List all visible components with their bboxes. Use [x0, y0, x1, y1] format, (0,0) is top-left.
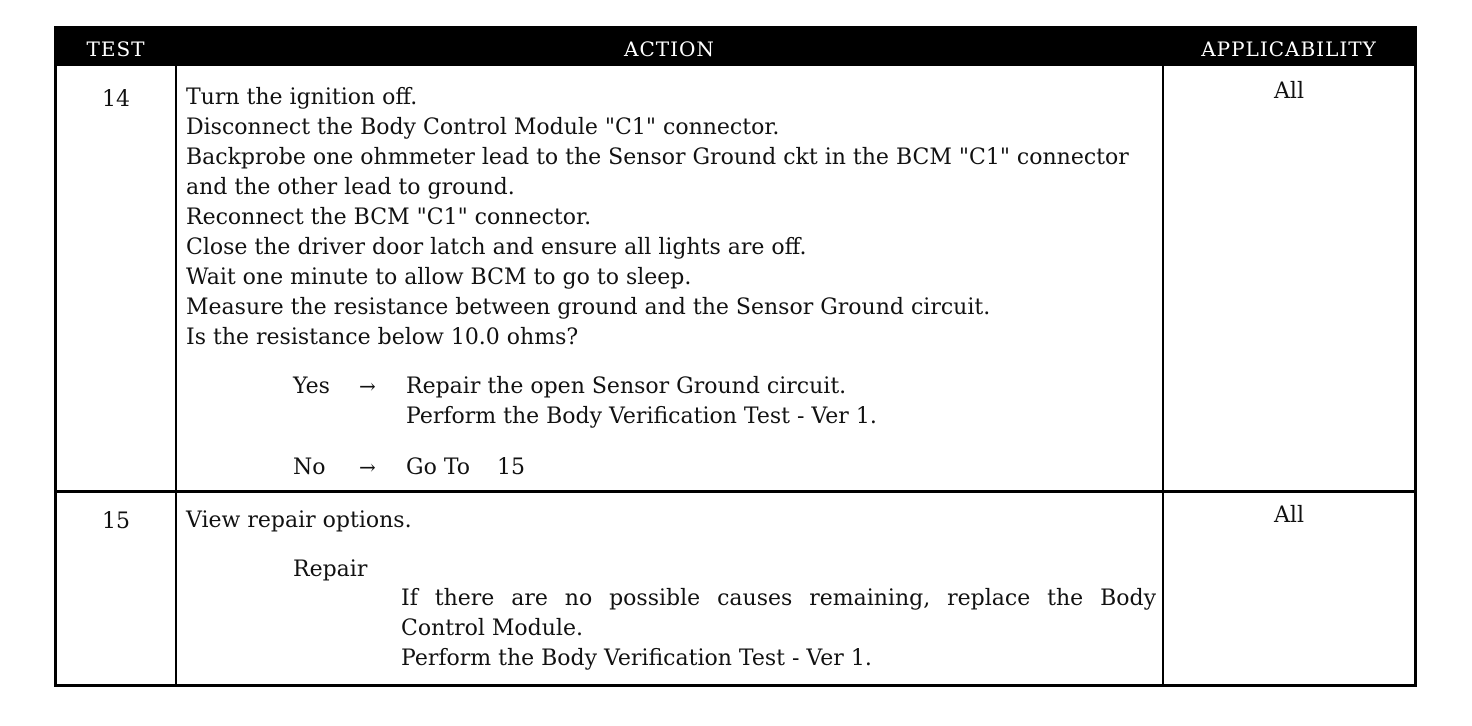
action-step: Is the resistance below 10.0 ohms?	[186, 325, 579, 350]
table-header	[57, 29, 1414, 66]
action-step: Turn the ignition off.	[186, 85, 418, 110]
action-steps	[186, 83, 1129, 353]
action-steps	[186, 506, 412, 536]
no-label: No	[293, 455, 326, 480]
header-applicability: APPLICABILITY	[1201, 37, 1377, 61]
action-step: Disconnect the Body Control Module "C1" connector.	[186, 115, 780, 140]
applicability-value: All	[1274, 503, 1304, 528]
yes-label: Yes	[293, 374, 330, 399]
action-step: Wait one minute to allow BCM to go to sleep.	[186, 265, 692, 290]
action-step: Reconnect the BCM "C1" connector.	[186, 205, 592, 230]
right-arrow-icon: →	[359, 374, 376, 398]
column-divider	[1162, 29, 1164, 684]
repair-line: Perform the Body Verification Test - Ver 1.	[401, 646, 872, 671]
repair-line: Control Module.	[401, 616, 583, 641]
action-step: Backprobe one ohmmeter lead to the Sensor Ground ckt in the BCM "C1" connector	[186, 145, 1129, 170]
action-step: and the other lead to ground.	[186, 175, 515, 200]
row-divider	[57, 490, 1414, 493]
yes-result-line: Perform the Body Verification Test - Ver 1.	[406, 404, 877, 429]
test-number: 15	[102, 509, 130, 534]
goto-target: 15	[497, 455, 525, 480]
goto-text: Go To	[406, 455, 471, 480]
repair-line: If there are no possible causes remaining, replace the Body	[401, 586, 1156, 611]
header-test: TEST	[86, 37, 146, 61]
right-arrow-icon: →	[359, 455, 376, 479]
diagnostic-table	[54, 26, 1417, 687]
test-number: 14	[102, 87, 130, 112]
action-step: View repair options.	[186, 508, 412, 533]
yes-result-line: Repair the open Sensor Ground circuit.	[406, 374, 847, 399]
column-divider	[175, 29, 177, 684]
action-step: Measure the resistance between ground and the Sensor Ground circuit.	[186, 295, 991, 320]
action-step: Close the driver door latch and ensure all lights are off.	[186, 235, 807, 260]
header-action: ACTION	[624, 37, 715, 61]
repair-label: Repair	[293, 557, 368, 582]
applicability-value: All	[1274, 79, 1304, 104]
